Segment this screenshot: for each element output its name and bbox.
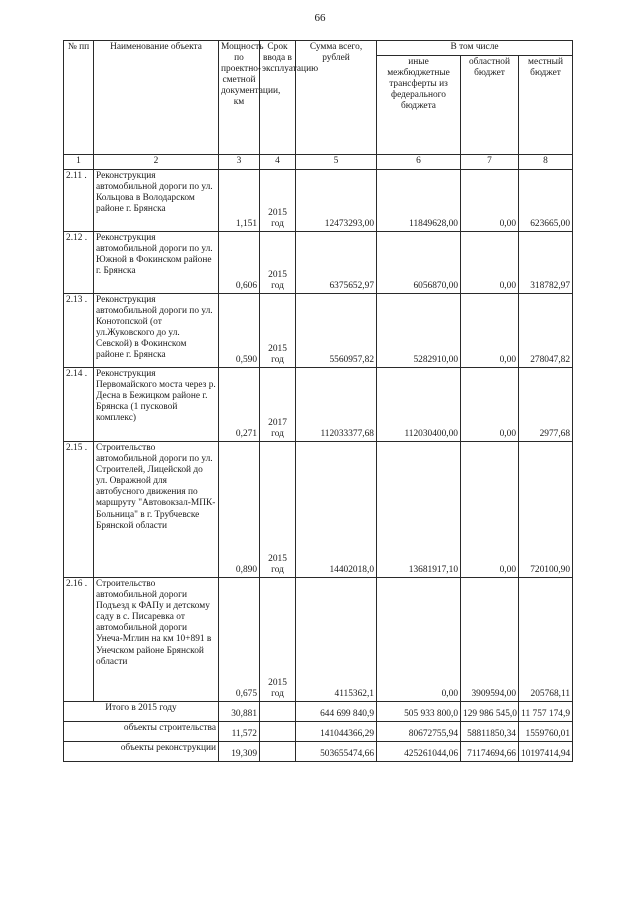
row-power: 1,151 (219, 170, 260, 232)
total-sum: 141044366,29 (296, 722, 377, 742)
column-number: 1 (64, 155, 94, 170)
header-name: Наименование объекта (94, 41, 219, 155)
row-local: 318782,97 (519, 232, 573, 294)
row-term: 2015 год (260, 232, 296, 294)
total-federal: 425261044,06 (377, 742, 461, 762)
row-object-name: Реконструкция автомобильной дороги по ул. Кольцова в Володарском районе г. Брянска (94, 170, 219, 232)
row-object-name: Строительство автомобильной дороги Подъезд к ФАПу и детскому саду в с. Писаревка от автомобильной дороги Унеча-Мглин на км 10+891 в Унечском районе Брянской области (94, 578, 219, 702)
table-row (64, 368, 573, 442)
row-total: 112033377,68 (296, 368, 377, 442)
row-power: 0,590 (219, 294, 260, 368)
column-number: 6 (377, 155, 461, 170)
total-sum: 644 699 840,9 (296, 702, 377, 722)
row-federal: 5282910,00 (377, 294, 461, 368)
row-regional: 0,00 (461, 442, 519, 578)
row-total: 6375652,97 (296, 232, 377, 294)
total-term (260, 722, 296, 742)
row-local: 623665,00 (519, 170, 573, 232)
total-local: 11 757 174,9 (519, 702, 573, 722)
total-label: Итого в 2015 году (64, 702, 219, 722)
row-power: 0,890 (219, 442, 260, 578)
total-federal: 505 933 800,0 (377, 702, 461, 722)
total-local: 10197414,94 (519, 742, 573, 762)
total-sum: 503655474,66 (296, 742, 377, 762)
row-number: 2.16 . (64, 578, 94, 702)
total-row (64, 742, 573, 762)
row-term: 2015 год (260, 170, 296, 232)
row-federal: 112030400,00 (377, 368, 461, 442)
total-regional: 129 986 545,0 (461, 702, 519, 722)
row-term: 2015 год (260, 578, 296, 702)
row-regional: 0,00 (461, 294, 519, 368)
total-power: 30,881 (219, 702, 260, 722)
total-regional: 71174694,66 (461, 742, 519, 762)
table-row (64, 442, 573, 578)
row-total: 14402018,0 (296, 442, 377, 578)
table-row (64, 170, 573, 232)
row-object-name: Строительство автомобильной дороги по ул. Строителей, Лицейской до ул. Овражной для автобусного движения по маршруту "Автовокзал-МПК-Больница" в г. Трубчевске Брянской области (94, 442, 219, 578)
row-federal: 0,00 (377, 578, 461, 702)
row-local: 205768,11 (519, 578, 573, 702)
header-row-1 (64, 41, 573, 56)
row-local: 2977,68 (519, 368, 573, 442)
header-federal: иные межбюджетные трансферты из федерального бюджета (377, 56, 461, 155)
row-total: 5560957,82 (296, 294, 377, 368)
row-regional: 3909594,00 (461, 578, 519, 702)
row-local: 720100,90 (519, 442, 573, 578)
row-number: 2.13 . (64, 294, 94, 368)
row-federal: 6056870,00 (377, 232, 461, 294)
column-number: 8 (519, 155, 573, 170)
row-term: 2017 год (260, 368, 296, 442)
row-total: 12473293,00 (296, 170, 377, 232)
row-term: 2015 год (260, 442, 296, 578)
row-object-name: Реконструкция автомобильной дороги по ул. Конотопской (от ул.Жуковского до ул. Севской) в Фокинском районе г. Брянска (94, 294, 219, 368)
header-term: Срок ввода в эксплуатацию (260, 41, 296, 155)
budget-table (63, 40, 573, 762)
row-term: 2015 год (260, 294, 296, 368)
column-number: 7 (461, 155, 519, 170)
header-local: местный бюджет (519, 56, 573, 155)
total-row (64, 722, 573, 742)
page-number: 66 (314, 12, 326, 24)
row-regional: 0,00 (461, 368, 519, 442)
total-term (260, 742, 296, 762)
row-regional: 0,00 (461, 170, 519, 232)
column-number-row (64, 155, 573, 170)
row-number: 2.11 . (64, 170, 94, 232)
table-row (64, 294, 573, 368)
row-regional: 0,00 (461, 232, 519, 294)
header-including: В том числе (377, 41, 573, 56)
row-power: 0,271 (219, 368, 260, 442)
total-local: 1559760,01 (519, 722, 573, 742)
row-number: 2.12 . (64, 232, 94, 294)
total-power: 11,572 (219, 722, 260, 742)
total-label: объекты реконструкции (64, 742, 219, 762)
column-number: 3 (219, 155, 260, 170)
row-total: 4115362,1 (296, 578, 377, 702)
row-object-name: Реконструкция Первомайского моста через р. Десна в Бежицком районе г. Брянска (1 пусковой комплекс) (94, 368, 219, 442)
total-row (64, 702, 573, 722)
total-label: объекты строительства (64, 722, 219, 742)
row-federal: 11849628,00 (377, 170, 461, 232)
total-federal: 80672755,94 (377, 722, 461, 742)
row-number: 2.14 . (64, 368, 94, 442)
table-row (64, 578, 573, 702)
column-number: 5 (296, 155, 377, 170)
row-object-name: Реконструкция автомобильной дороги по ул. Южной в Фокинском районе г. Брянска (94, 232, 219, 294)
total-regional: 58811850,34 (461, 722, 519, 742)
header-regional: областной бюджет (461, 56, 519, 155)
column-number: 4 (260, 155, 296, 170)
row-power: 0,675 (219, 578, 260, 702)
header-num: № пп (64, 41, 94, 155)
row-number: 2.15 . (64, 442, 94, 578)
header-total: Сумма всего, рублей (296, 41, 377, 155)
column-number: 2 (94, 155, 219, 170)
total-term (260, 702, 296, 722)
header-power: Мощность по проектно-сметной документации, км (219, 41, 260, 155)
total-power: 19,309 (219, 742, 260, 762)
row-local: 278047,82 (519, 294, 573, 368)
row-federal: 13681917,10 (377, 442, 461, 578)
table-row (64, 232, 573, 294)
row-power: 0,606 (219, 232, 260, 294)
